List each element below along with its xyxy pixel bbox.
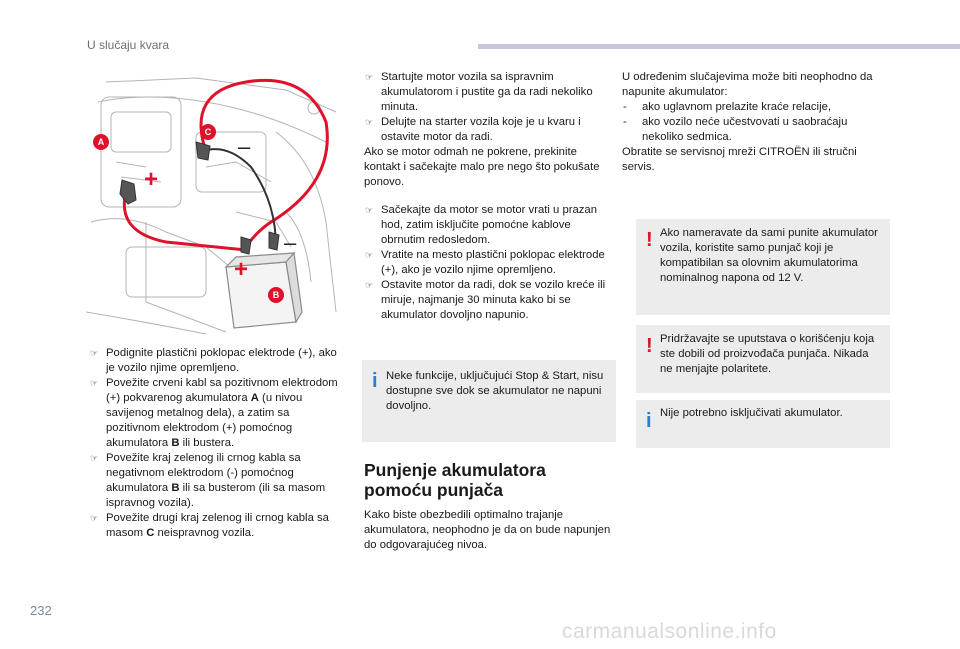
finger-pointer-icon: ☞ bbox=[365, 280, 374, 290]
callout-a: A bbox=[97, 137, 105, 147]
list-item: ☞ Startujte motor vozila sa ispravnim akumulatorom i pustite ga da radi nekoliko minuta. bbox=[365, 71, 593, 113]
list-item: ☞ Povežite drugi kraj zelenog ili crnog kabla sa masom C neispravnog vozila. bbox=[90, 512, 329, 539]
callout-c: C bbox=[204, 127, 212, 137]
warning-text: Pridržavajte se uputstava o korišćenju koja ste dobili od proizvođača punjača. Nikada ne menjajte polaritete. bbox=[660, 333, 875, 375]
finger-pointer-icon: ☞ bbox=[365, 117, 374, 127]
paragraph: U određenim slučajevima može biti neophodno da napunite akumulator: bbox=[622, 71, 873, 98]
header-title: U slučaju kvara bbox=[87, 38, 170, 52]
info-icon: i bbox=[372, 370, 378, 392]
col2-steps-b bbox=[364, 203, 616, 323]
page-number: 232 bbox=[30, 603, 52, 618]
list-item: ☞ Povežite crveni kabl sa pozitivnom elektrodom (+) pokvarenog akumulatora A (u nivou savijenog metalnog dela), a zatim sa pozitivnom elektrodom (+) pomoćnog akumulatora B ili bustera. bbox=[90, 377, 338, 449]
col1-steps bbox=[89, 346, 344, 541]
plus-label-top: + bbox=[144, 166, 159, 193]
finger-pointer-icon: ☞ bbox=[90, 513, 99, 523]
list-item: ☞ Sačekajte da motor se motor vrati u prazan hod, zatim isključite pomoćne kablove obrnutim redosledom. bbox=[365, 204, 597, 246]
list-item: ☞ Povežite kraj zelenog ili crnog kabla sa negativnom elektrodom (-) pomoćnog akumulatora B ili sa busterom (ili sa masom ispravnog vozila). bbox=[90, 452, 326, 509]
list-item: ☞ Podignite plastični poklopac elektrode (+), ako je vozilo njime opremljeno. bbox=[90, 347, 337, 374]
minus-label-bottom: – bbox=[284, 230, 297, 255]
warning-text: Ako nameravate da sami punite akumulator vozila, koristite samo punjač koji je kompatibilan sa olovnim akumulatorima nominalnog napona od 12 V. bbox=[660, 227, 878, 284]
jump-start-illustration bbox=[86, 72, 344, 338]
info-box-text: Neke funkcije, uključujući Stop & Start, nisu dostupne sve dok se akumulator ne napuni dovoljno. bbox=[386, 370, 604, 412]
col2-upper bbox=[364, 70, 616, 190]
finger-pointer-icon: ☞ bbox=[365, 72, 374, 82]
finger-pointer-icon: ☞ bbox=[90, 378, 99, 388]
warning-box-charger bbox=[636, 219, 890, 315]
list-item: - ako uglavnom prelazite kraće relacije, bbox=[622, 100, 890, 115]
col3-intro bbox=[622, 70, 890, 175]
finger-pointer-icon: ☞ bbox=[365, 250, 374, 260]
info-text: Nije potrebno isključivati akumulator. bbox=[660, 407, 843, 419]
finger-pointer-icon: ☞ bbox=[365, 205, 374, 215]
watermark: carmanualsonline.info bbox=[562, 620, 777, 643]
finger-pointer-icon: ☞ bbox=[90, 348, 99, 358]
info-box-disconnect bbox=[636, 400, 890, 448]
list-item: ☞ Ostavite motor da radi, dok se vozilo kreće ili miruje, najmanje 30 minuta kako bi se akumulator dovoljno napunio. bbox=[365, 279, 606, 321]
paragraph: Obratite se servisnoj mreži CITROËN ili stručni servis. bbox=[622, 146, 857, 173]
section-title: Punjenje akumulatora pomoću punjača bbox=[364, 460, 546, 500]
plus-label-bottom: + bbox=[234, 256, 249, 283]
section-paragraph: Kako biste obezbedili optimalno trajanje akumulatora, neophodno je da on bude napunjen do odgovarajućeg nivoa. bbox=[364, 509, 611, 551]
list-item: ☞ Vratite na mesto plastični poklopac elektrode (+), ako je vozilo njime opremljeno. bbox=[365, 249, 605, 276]
warning-box-polarity bbox=[636, 325, 890, 393]
list-item: ☞ Delujte na starter vozila koje je u kvaru i ostavite motor da radi. bbox=[365, 116, 581, 143]
list-item: - ako vozilo neće učestvovati u saobraćaju nekoliko sedmica. bbox=[622, 115, 890, 145]
warning-icon: ! bbox=[646, 229, 653, 251]
callout-b: B bbox=[272, 290, 280, 300]
warning-icon: ! bbox=[646, 335, 653, 357]
info-icon: i bbox=[646, 410, 652, 432]
header-bar bbox=[478, 44, 960, 49]
paragraph: Ako se motor odmah ne pokrene, prekinite kontakt i sačekajte malo pre nego što pokušate ponovo. bbox=[364, 146, 600, 188]
finger-pointer-icon: ☞ bbox=[90, 453, 99, 463]
info-box-stop-start bbox=[362, 360, 616, 442]
minus-label-top: – bbox=[238, 134, 251, 159]
